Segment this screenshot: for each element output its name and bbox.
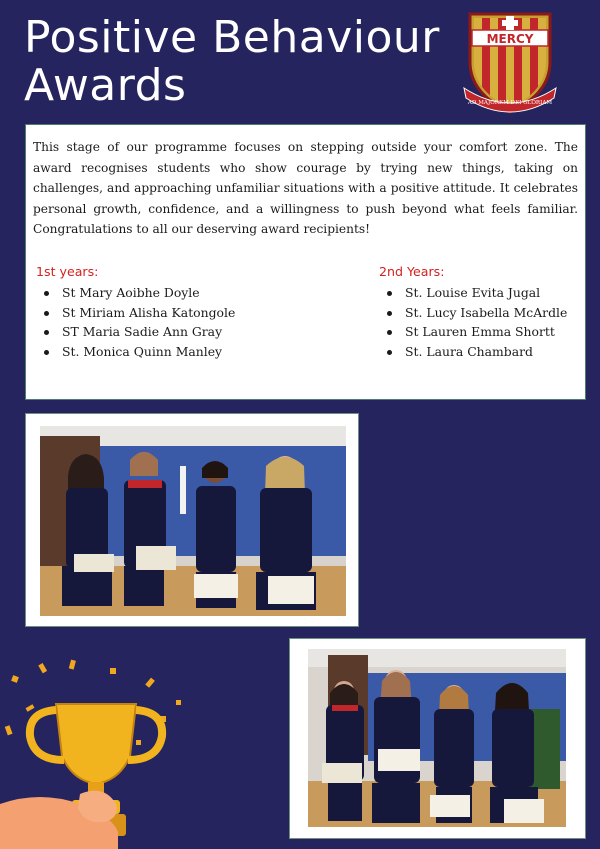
list-item: St. Louise Evita Jugal bbox=[379, 283, 567, 303]
group-photo-image bbox=[40, 426, 346, 616]
trophy-icon bbox=[0, 656, 200, 849]
intro-paragraph: This stage of our programme focuses on stepping outside your comfort zone. The award recognises students who show courage by trying new things, taking on challenges, and approaching unfamiliar situations with a positive attitude. It celebrates personal growth, confidence, and a willingness to push beyond what feels familiar. Congratulations to all our deserving award recipients! bbox=[33, 140, 578, 236]
crest-motto: AD MAJOREM DEI GLORIAM bbox=[467, 100, 553, 106]
second-years-heading: 2nd Years: bbox=[379, 264, 445, 279]
award-photo-second-years bbox=[289, 638, 586, 839]
second-years-list bbox=[379, 263, 567, 361]
list-item: St. Monica Quinn Manley bbox=[36, 342, 235, 362]
list-item: St Lauren Emma Shortt bbox=[379, 322, 567, 342]
list-item: ST Maria Sadie Ann Gray bbox=[36, 322, 235, 342]
school-crest-icon bbox=[462, 8, 558, 120]
title-line-1: Positive Behaviour bbox=[24, 12, 440, 63]
group-photo-image bbox=[308, 649, 566, 827]
list-item: St Mary Aoibhe Doyle bbox=[36, 283, 235, 303]
list-item: St. Lucy Isabella McArdle bbox=[379, 303, 567, 323]
crest-banner-text: MERCY bbox=[486, 32, 534, 46]
page-title bbox=[24, 14, 440, 110]
award-photo-first-years bbox=[25, 413, 359, 627]
title-line-2: Awards bbox=[24, 60, 187, 111]
first-years-heading: 1st years: bbox=[36, 264, 99, 279]
first-years-list bbox=[36, 263, 235, 361]
list-item: St. Laura Chambard bbox=[379, 342, 567, 362]
list-item: St Miriam Alisha Katongole bbox=[36, 303, 235, 323]
awards-text-card bbox=[25, 124, 586, 400]
